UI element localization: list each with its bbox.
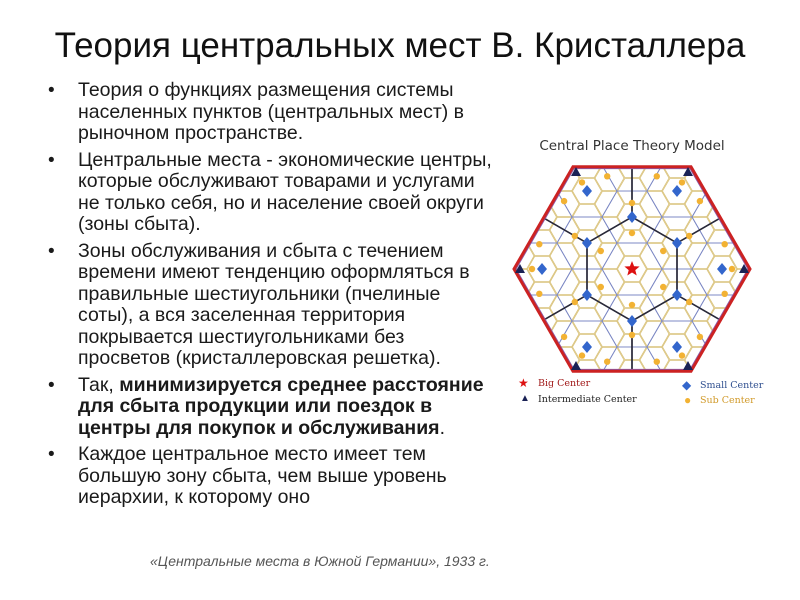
small-center-marker xyxy=(627,315,637,327)
sub-market-hexagon xyxy=(505,130,534,139)
sub-center-marker xyxy=(572,299,578,305)
small-market-hexagon xyxy=(602,130,662,139)
sub-market-hexagon xyxy=(505,321,534,346)
sub-market-hexagon xyxy=(730,218,759,243)
small-center-marker xyxy=(582,185,592,197)
sub-market-hexagon xyxy=(505,166,534,191)
big-center-marker xyxy=(624,261,639,276)
big-center-star-icon: ★ xyxy=(518,376,529,390)
citation: «Центральные места в Южной Германии», 1933 г. xyxy=(150,553,490,569)
sub-market-hexagon xyxy=(550,130,579,139)
intermediate-market-hexagon xyxy=(494,139,542,243)
bullet-text-prefix: Так, xyxy=(78,373,120,396)
bullet-text-suffix: . xyxy=(439,416,445,439)
intermediate-market-hexagon xyxy=(767,373,770,412)
sub-market-hexagon xyxy=(505,347,534,372)
sub-center-marker xyxy=(604,173,610,179)
small-market-hexagon xyxy=(494,165,527,217)
sub-market-hexagon xyxy=(528,130,557,152)
figure-title: Central Place Theory Model xyxy=(539,138,725,154)
sub-market-hexagon xyxy=(640,373,669,398)
small-center-marker xyxy=(672,341,682,353)
legend-intermediate-center: Intermediate Center xyxy=(538,394,637,405)
sub-center-marker xyxy=(598,284,604,290)
sub-center-marker xyxy=(654,173,660,179)
sub-center-marker xyxy=(660,248,666,254)
small-center-marker xyxy=(717,263,727,275)
sub-market-hexagon xyxy=(528,153,557,178)
sub-market-hexagon xyxy=(494,282,512,307)
intermediate-center-triangle-icon: ▲ xyxy=(520,393,530,404)
bullet-text: Зоны обслуживания и сбыта с течением времени имеют тенденцию оформляться в правильные шестиугольники (пчелиные соты), а вся заселенная территория покрывается шестиугольниками без просветов (кристаллеровская решетка). xyxy=(78,239,470,369)
slide-title: Теория центральных мест В. Кристаллера xyxy=(54,26,746,65)
sub-market-hexagon xyxy=(708,179,737,204)
bullet-item xyxy=(44,375,492,440)
sub-center-marker xyxy=(697,198,703,204)
intermediate-market-hexagon xyxy=(767,130,770,165)
sub-market-hexagon xyxy=(730,166,759,191)
sub-market-hexagon xyxy=(685,140,714,165)
sub-center-marker xyxy=(529,266,535,272)
sub-market-hexagon xyxy=(753,205,771,230)
sub-center-marker xyxy=(686,299,692,305)
sub-center-marker xyxy=(697,334,703,340)
sub-market-hexagon xyxy=(494,386,512,411)
sub-center-marker xyxy=(561,198,567,204)
sub-market-hexagon xyxy=(494,360,512,385)
sub-market-hexagon xyxy=(494,334,512,359)
sub-center-marker xyxy=(679,352,685,358)
intermediate-market-hexagon xyxy=(587,373,677,412)
small-market-hexagon xyxy=(494,321,527,373)
sub-market-hexagon xyxy=(640,130,669,139)
sub-market-hexagon xyxy=(708,130,737,152)
sub-market-hexagon xyxy=(753,231,771,256)
sub-market-hexagon xyxy=(505,140,534,165)
sub-center-marker xyxy=(629,230,635,236)
legend-big-center: Big Center xyxy=(538,378,591,389)
sub-center-marker xyxy=(536,291,542,297)
bullet-text-bold: минимизируется среднее расстояние для сбыта продукции или поездок в центры для покупок и обслуживания xyxy=(78,373,484,439)
sub-center-marker xyxy=(579,352,585,358)
sub-market-hexagon xyxy=(494,179,512,204)
small-center-marker xyxy=(582,237,592,249)
small-center-marker xyxy=(582,289,592,301)
sub-market-hexagon xyxy=(573,130,602,152)
intermediate-market-hexagon xyxy=(494,130,497,165)
sub-center-marker xyxy=(572,233,578,239)
sub-market-hexagon xyxy=(753,256,771,281)
sub-market-hexagon xyxy=(730,192,759,217)
small-center-marker xyxy=(672,185,682,197)
sub-center-marker xyxy=(598,248,604,254)
bullet-item xyxy=(44,80,492,145)
intermediate-center-marker xyxy=(683,361,693,370)
sub-market-hexagon xyxy=(685,130,714,139)
bullet-item xyxy=(44,150,492,236)
small-center-marker xyxy=(582,341,592,353)
small-market-hexagon xyxy=(494,269,527,321)
sub-center-marker xyxy=(679,179,685,185)
small-market-hexagon xyxy=(737,321,770,373)
sub-market-hexagon xyxy=(730,140,759,165)
sub-market-hexagon xyxy=(730,347,759,372)
small-market-hexagon xyxy=(737,130,770,165)
small-center-marker xyxy=(537,263,547,275)
bullet-text: Центральные места - экономические центры, которые обслуживают товарами и услугами не только себя, но и население своей округи (зоны сбыта). xyxy=(78,148,492,235)
sub-center-marker xyxy=(629,302,635,308)
bullet-marker: • xyxy=(48,240,55,262)
small-market-hexagon xyxy=(647,130,707,165)
sub-center-marker xyxy=(561,334,567,340)
small-center-diamond-icon: ◆ xyxy=(682,378,692,392)
sub-market-hexagon xyxy=(595,140,624,165)
sub-market-hexagon xyxy=(528,179,557,204)
sub-center-marker xyxy=(722,291,728,297)
small-market-hexagon xyxy=(557,130,617,165)
sub-market-hexagon xyxy=(505,218,534,243)
small-market-hexagon xyxy=(737,165,770,217)
sub-center-marker xyxy=(579,179,585,185)
sub-market-hexagon xyxy=(753,153,771,178)
sub-center-marker xyxy=(604,359,610,365)
sub-center-dot-icon: ● xyxy=(684,393,692,407)
sub-center-marker xyxy=(536,241,542,247)
sub-market-hexagon xyxy=(753,308,771,333)
sub-market-hexagon xyxy=(550,140,579,165)
intermediate-market-hexagon xyxy=(677,130,767,165)
bullet-marker: • xyxy=(48,374,55,396)
small-market-hexagon xyxy=(647,373,707,412)
sub-market-hexagon xyxy=(494,308,512,333)
intermediate-center-marker xyxy=(571,361,581,370)
small-market-hexagon xyxy=(494,130,527,165)
sub-center-marker xyxy=(629,200,635,206)
small-center-marker xyxy=(627,211,637,223)
sub-market-hexagon xyxy=(708,153,737,178)
sub-market-hexagon xyxy=(730,295,759,320)
legend-small-center: Small Center xyxy=(700,380,764,391)
bullet-item xyxy=(44,444,492,509)
small-center-marker xyxy=(672,237,682,249)
central-place-diagram xyxy=(494,130,770,412)
sub-market-hexagon xyxy=(663,130,692,152)
bullet-list xyxy=(44,80,492,514)
small-market-hexagon xyxy=(512,130,572,139)
sub-market-hexagon xyxy=(505,192,534,217)
sub-center-marker xyxy=(729,266,735,272)
bullet-text: Каждое центральное место имеет тем большую зону сбыта, чем выше уровень иерархии, к которому оно xyxy=(78,443,447,508)
sub-center-marker xyxy=(686,233,692,239)
sub-center-marker xyxy=(660,284,666,290)
sub-market-hexagon xyxy=(753,179,771,204)
sub-market-hexagon xyxy=(640,399,669,412)
sub-market-hexagon xyxy=(708,334,737,359)
sub-market-hexagon xyxy=(640,140,669,165)
sub-market-hexagon xyxy=(753,282,771,307)
small-market-hexagon xyxy=(692,130,752,139)
central-place-figure xyxy=(494,130,770,412)
sub-market-hexagon xyxy=(494,153,512,178)
intermediate-market-hexagon xyxy=(494,217,497,321)
legend-sub-center: Sub Center xyxy=(700,395,755,406)
intermediate-market-hexagon xyxy=(722,139,770,243)
intermediate-market-hexagon xyxy=(494,373,497,412)
sub-market-hexagon xyxy=(494,256,512,281)
sub-market-hexagon xyxy=(494,231,512,256)
sub-center-marker xyxy=(654,359,660,365)
small-market-hexagon xyxy=(737,269,770,321)
sub-center-marker xyxy=(722,241,728,247)
sub-market-hexagon xyxy=(753,130,771,152)
intermediate-market-hexagon xyxy=(767,217,770,321)
sub-market-hexagon xyxy=(595,130,624,139)
small-market-hexagon xyxy=(494,217,527,269)
sub-market-hexagon xyxy=(494,205,512,230)
bullet-marker: • xyxy=(48,444,55,465)
sub-market-hexagon xyxy=(753,334,771,359)
sub-market-hexagon xyxy=(505,295,534,320)
sub-market-hexagon xyxy=(528,334,557,359)
sub-market-hexagon xyxy=(494,130,512,152)
bullet-marker: • xyxy=(48,149,55,171)
sub-market-hexagon xyxy=(730,321,759,346)
bullet-marker: • xyxy=(48,80,55,101)
bullet-item xyxy=(44,241,492,370)
small-market-hexagon xyxy=(737,217,770,269)
sub-market-hexagon xyxy=(730,130,759,139)
small-center-marker xyxy=(672,289,682,301)
intermediate-market-hexagon xyxy=(587,130,677,165)
intermediate-market-hexagon xyxy=(497,130,587,165)
sub-center-marker xyxy=(629,332,635,338)
sub-market-hexagon xyxy=(618,130,647,152)
bullet-text: Теория о функциях размещения системы населенных пунктов (центральных мест) в рыночном пространстве. xyxy=(78,79,465,144)
